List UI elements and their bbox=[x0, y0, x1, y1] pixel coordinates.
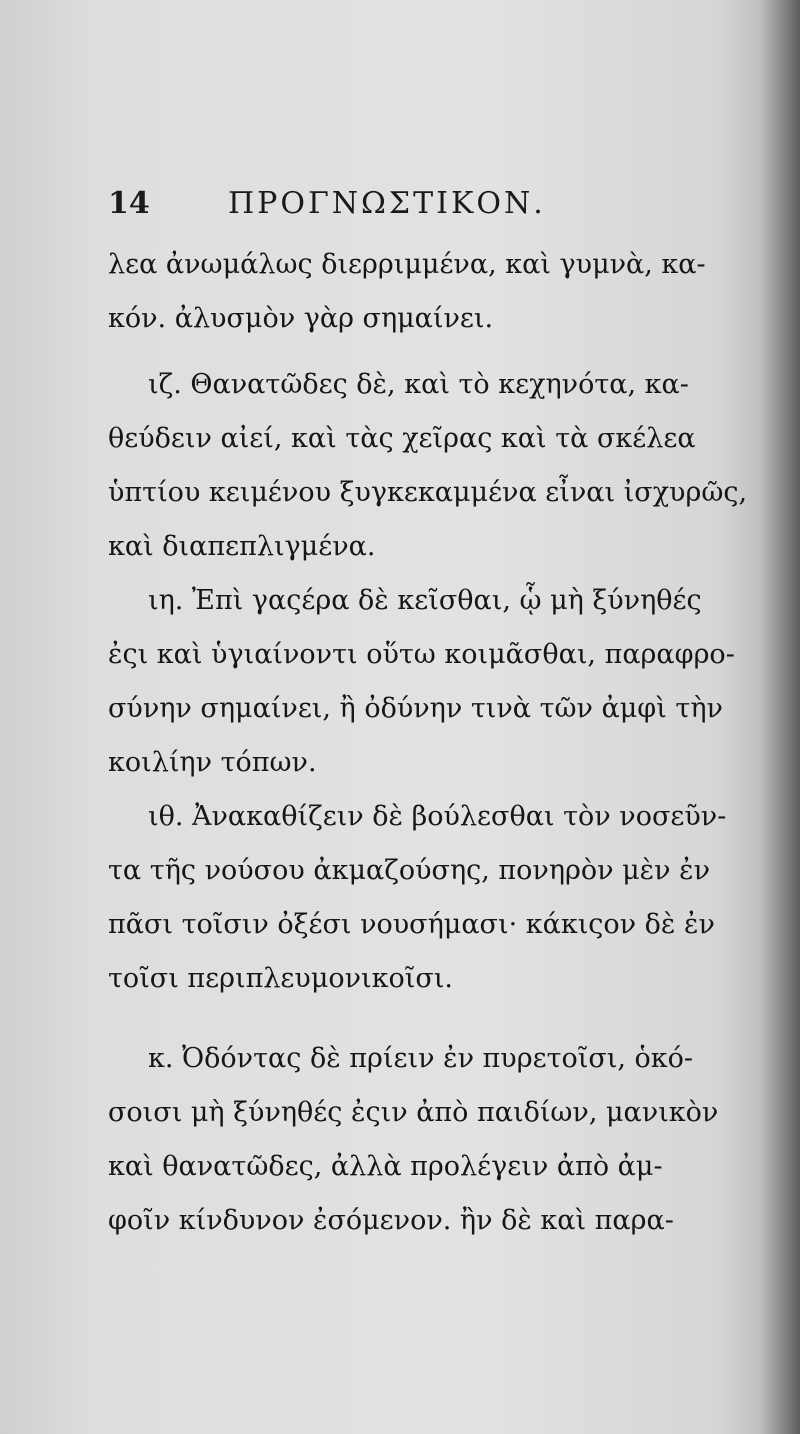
text-line: καὶ θανατῶδες, ἀλλὰ προλέγειν ἀπὸ ἀμ- bbox=[108, 1151, 663, 1182]
paragraph-continuation bbox=[108, 238, 706, 346]
text-line: κ. Ὀδόντας δὲ πρίειν ἐν πυρετοῖσι, ὁκό- bbox=[148, 1043, 694, 1074]
page-header bbox=[108, 186, 688, 226]
text-line: ιζ. Θανατῶδες δὲ, καὶ τὸ κεχηνότα, κα- bbox=[148, 369, 689, 400]
page-number: 14 bbox=[108, 186, 150, 221]
text-line: λεα ἀνωμάλως διερριμμένα, καὶ γυμνὰ, κα- bbox=[108, 249, 706, 280]
running-title: ΠΡΟΓΝΩΣΤΙΚΟΝ. bbox=[228, 186, 546, 221]
text-line: ιθ. Ἀνακαθίζειν δὲ βούλεσθαι τὸν νοσεῦν- bbox=[148, 801, 727, 832]
paragraph-18 bbox=[108, 574, 735, 790]
text-line: σοισι μὴ ξύνηθές ἐςιν ἀπὸ παιδίων, μανικὸν bbox=[108, 1097, 719, 1128]
text-line: τοῖσι περιπλευμονικοῖσι. bbox=[108, 963, 453, 994]
paragraph-17 bbox=[108, 358, 748, 574]
text-line: κοιλίην τόπων. bbox=[108, 747, 317, 778]
text-line: σύνην σημαίνει, ἢ ὀδύνην τινὰ τῶν ἀμφὶ τὴν bbox=[108, 693, 723, 724]
text-line: καὶ διαπεπλιγμένα. bbox=[108, 531, 376, 562]
page-edge-shadow bbox=[760, 0, 800, 1434]
text-line: ἐςι καὶ ὑγιαίνοντι οὕτω κοιμᾶσθαι, παραφρο- bbox=[108, 639, 735, 670]
text-line: πᾶσι τοῖσιν ὀξέσι νουσήμασι· κάκιςον δὲ ἐν bbox=[108, 909, 715, 940]
text-line: θεύδειν αἰεί, καὶ τὰς χεῖρας καὶ τὰ σκέλεα bbox=[108, 423, 696, 454]
paragraph-20 bbox=[108, 1032, 719, 1248]
text-line: ιη. Ἐπὶ γαςέρα δὲ κεῖσθαι, ᾧ μὴ ξύνηθές bbox=[148, 585, 702, 616]
text-line: φοῖν κίνδυνον ἐσόμενον. ἢν δὲ καὶ παρα- bbox=[108, 1205, 674, 1236]
text-line: τα τῆς νούσου ἀκμαζούσης, πονηρὸν μὲν ἐν bbox=[108, 855, 711, 886]
text-line: κόν. ἀλυσμὸν γὰρ σημαίνει. bbox=[108, 303, 494, 334]
paragraph-19 bbox=[108, 790, 727, 1006]
text-line: ὑπτίου κειμένου ξυγκεκαμμένα εἶναι ἰσχυρῶς, bbox=[108, 477, 748, 508]
